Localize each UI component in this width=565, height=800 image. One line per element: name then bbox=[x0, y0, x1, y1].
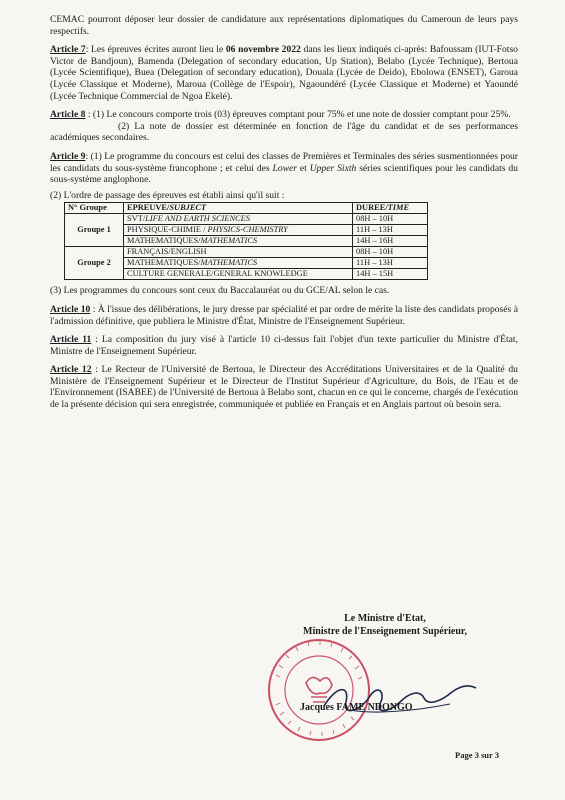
document-body bbox=[50, 14, 518, 411]
subject-cell: SVT/LIFE AND EARTH SCIENCES bbox=[124, 214, 353, 225]
article-11: Article 11 : La composition du jury visé à l'article 10 ci-dessus fait l'objet d'un texte particulier du Ministre d'État, Ministre de l'Enseignement Supérieur. bbox=[50, 334, 518, 357]
table-row bbox=[65, 214, 428, 225]
article-12-label: Article 12 bbox=[50, 364, 92, 376]
article-12: Article 12 : Le Recteur de l'Université de Bertoua, le Directeur des Accréditations Universitaires et de la Qualité du Ministère de l'Enseignement Supérieur et le Directeur de l'Institut Supérieur d'Agriculture, du Bois, de l'Eau et de l'Environnement (ISABEE) de l'Université de Bertoua à Belabo sont, chacun en ce qui le concerne, chargés de l'exécution de la présente décision qui sera enregistrée, communiquée et publiée en Français et en Anglais partout où besoin sera. bbox=[50, 364, 518, 411]
article-8: Article 8 : (1) Le concours comporte trois (03) épreuves comptant pour 75% et une note de dossier comptant pour 25%. bbox=[50, 109, 511, 121]
header-duration: DUREE/TIME bbox=[353, 203, 428, 214]
signature-title-line-2: Ministre de l'Enseignement Supérieur, bbox=[303, 626, 467, 637]
signatory-name: Jacques FAME NDONGO bbox=[300, 702, 413, 713]
time-cell: 08H – 10H bbox=[353, 214, 428, 225]
page-number: Page 3 sur 3 bbox=[455, 750, 499, 760]
group-1-cell: Groupe 1 bbox=[65, 214, 124, 247]
signature-title-line-1: Le Ministre d'Etat, bbox=[344, 613, 426, 624]
article-8-label: Article 8 bbox=[50, 109, 86, 121]
article-9-label: Article 9 bbox=[50, 150, 86, 162]
time-cell: 14H – 15H bbox=[353, 269, 428, 280]
subject-cell: MATHEMATIQUES/MATHEMATICS bbox=[124, 258, 353, 269]
article-9: Article 9: (1) Le programme du concours est celui des classes de Premières et Terminales des séries susmentionnées pour les candidats du sous-système francophone ; et celui des Lower et Upper Sixth séries scientifiques pour les candidats du sous-système anglophone. bbox=[50, 150, 518, 186]
time-cell: 11H – 13H bbox=[353, 225, 428, 236]
time-cell: 08H – 10H bbox=[353, 247, 428, 258]
article-9-clause-2: (2) L'ordre de passage des épreuves est établi ainsi qu'il suit : bbox=[50, 189, 285, 201]
header-subject: EPREUVE/SUBJECT bbox=[124, 203, 353, 214]
article-8-clause-2: (2) La note de dossier est déterminée en fonction de l'âge du candidat et de ses performances académiques secondaires. bbox=[50, 120, 518, 144]
article-7: Article 7: Les épreuves écrites auront lieu le 06 novembre 2022 dans les lieux indiqués ci-après: Bafoussam (IUT-Fotso Victor de Bandjoun), Bamenda (Delegation of secondary education, Up Station), Belabo (Lycée Technique), Bertoua (Lycée Scientifique), Buea (Delegation of secondary education), Douala (Lycée de Deido), Ebolowa (ENSET), Garoua (Lycée Classique et Moderne), Maroua (Collège de l'Espoir), Ngaoundéré (Lycée Classique et Moderne) et Yaoundé (Lycée Technique Commercial de Ngoa Ekelé). bbox=[50, 44, 518, 102]
article-7-label: Article 7 bbox=[50, 44, 86, 56]
article-10-label: Article 10 bbox=[50, 303, 91, 315]
intro-paragraph: CEMAC pourront déposer leur dossier de candidature aux représentations diplomatiques du Cameroun de leurs pays respectifs. bbox=[50, 14, 518, 37]
time-cell: 11H – 13H bbox=[353, 258, 428, 269]
time-cell: 14H – 16H bbox=[353, 236, 428, 247]
subject-cell: PHYSIQUE-CHIMIE / PHYSICS-CHEMISTRY bbox=[124, 225, 353, 236]
article-9-clause-3: (3) Les programmes du concours sont ceux du Baccalauréat ou du GCE/AL selon le cas. bbox=[50, 285, 390, 297]
subject-cell: MATHEMATIQUES/MATHEMATICS bbox=[124, 236, 353, 247]
exam-schedule-table bbox=[64, 202, 428, 280]
group-2-cell: Groupe 2 bbox=[65, 247, 124, 280]
table-row bbox=[65, 247, 428, 258]
handwritten-signature-icon bbox=[320, 676, 480, 726]
table-header-row bbox=[65, 203, 428, 214]
header-group: N° Groupe bbox=[65, 203, 124, 214]
subject-cell: FRANÇAIS/ENGLISH bbox=[124, 247, 353, 258]
article-11-label: Article 11 bbox=[50, 334, 92, 346]
subject-cell: CULTURE GENERALE/GENERAL KNOWLEDGE bbox=[124, 269, 353, 280]
article-10: Article 10 : À l'issue des délibérations, le jury dresse par spécialité et par ordre de mérite la liste des candidats proposés à l'admission définitive, que publiera le Ministre d'État, Ministre de l'Enseignement Supérieur. bbox=[50, 303, 518, 327]
exam-date: 06 novembre 2022 bbox=[225, 44, 301, 56]
